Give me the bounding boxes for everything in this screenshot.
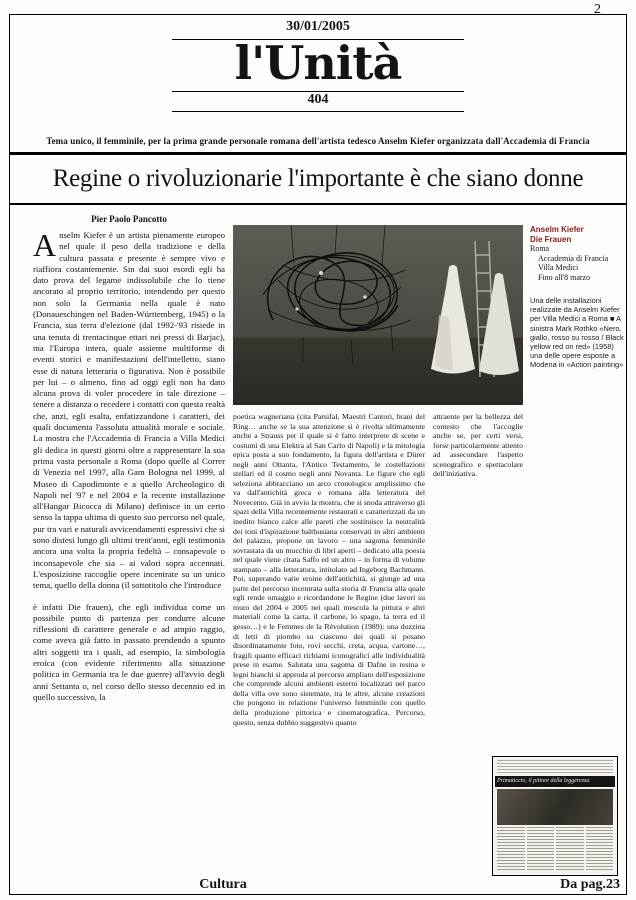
thumbnail-photo: [497, 789, 613, 825]
infobox-exhibition-title: Die Frauen: [530, 234, 572, 244]
exhibition-infobox: [530, 225, 628, 370]
article-headline: Regine o rivoluzionarie l'importante è che siano donne: [52, 165, 584, 192]
thumbnail-text-columns: [497, 827, 613, 871]
article-paragraph-3: poetica wagneriana (cita Parsifal, Maestri Cantori, brani del Ring… anche se la sua attenzione si è rivolta ultimamente anche a Strauss per il quale si è fatto interprete di scene e costumi di una Elektra al San Carlo di Napoli) e la mitologia epica posta a suo fondamento, la figura dell'artista e Dürer negli anni Ottanta, l'Antico Testamento, le costellazioni stellari ed il cosmo negli anni Novanta. Le figure che egli seleziona abbracciano un arco cronologico amplissimo che va dall'antichità greca e romana alla letteratura del Novecento. Già in avvio la mostra, che si snoda attraverso gli spazi della Villa recentemente restaurati e caratterizzati da un inedito bianco calce alle pareti che sostituisce la neutralità dei toni d'ispirazione balthusiana conservati in altri ambienti del palazzo, propone un lavoro – una sagoma femminile sovrastata da un mucchio di libri aperti – dedicato alla poesia nel quale viene citata Saffo ed un altro – in forma di volume stampato – alla letteratura, intitolato ad Ingeborg Bachmann. Poi, superando varie eroine dell'antichità, si giunge ad una parte del percorso incentrata sulla storia di Francia alla quale egli rende omaggio e ricordandone le Regine (due lavori su muro del 2004 e 2005 nei quali mescola la pittura e altri materiali come la carta, il carbone, lo spago, la terra ed il gesso…) e le Femmes de la Révolution (1989): una dozzina di letti di piombo su ciascuno dei quali si posano disordinatamente foto, rovi secchi, creta, acqua, cartone…, fragili quanto efficaci richiami iconografici alle individualità prese in esame. Salutata una sagoma di Dafne in resina e legni bianchi si approda al percorso ampliato dell'esposizione che comprende alcuni ambienti esterni localizzati nel parco della villa ove sono sistemate, tra le altre, alcune creazioni che pongono in relazione l'universo femminile con quello della produzione pittorica e cinematografica. Percorso, questo, senza dubbio suggestivo quanto: [233, 412, 425, 727]
page-number: 2: [594, 2, 601, 17]
thumbnail-text-column: [556, 827, 584, 871]
pin-dot: [295, 307, 298, 310]
masthead-date: 30/01/2005: [286, 19, 350, 34]
infobox-artist-name: Anselm Kiefer: [530, 225, 584, 234]
source-page-label: Da pag.23: [560, 877, 620, 892]
photo-caption: Una delle installazioni realizzate da Anselm Kiefer per Villa Medici a Roma ■ A sinistra Mark Rothko «Nero, giallo, rosso su rosso / Black yellow red on red» (1958) una delle opere esposte a Modena in «Action painting»: [530, 296, 624, 370]
thumbnail-header-lines: [497, 760, 613, 774]
infobox-dates: Fino all'8 marzo: [538, 272, 591, 282]
infobox-city: Roma: [530, 244, 550, 253]
article-photo: [233, 225, 523, 405]
article-column-1: [33, 227, 225, 703]
article-paragraph-1: [33, 227, 225, 592]
thumbnail-text-column: [527, 827, 555, 871]
thumbnail-text-column: [497, 827, 525, 871]
masthead-rule-bottom: [172, 111, 464, 112]
related-page-thumbnail: [492, 756, 618, 876]
headline-box: [10, 152, 626, 205]
thumbnail-text-column: [586, 827, 614, 871]
installation-photo-graphic: [233, 225, 523, 405]
section-label: Cultura: [199, 877, 247, 892]
infobox-venue-1: Accademia di Francia: [538, 253, 609, 263]
masthead-issue-number: 404: [307, 92, 329, 107]
article-byline: Pier Paolo Pancotto: [91, 214, 167, 224]
article-paragraph-4: attraente per la bellezza del contesto che l'accoglie anche se, per certi versi, forse particolarmente attento ad assecondare l'aspetto scenografico e spettacolare dell'iniziativa.: [433, 412, 523, 479]
infobox-venue-2: Villa Medici: [538, 263, 579, 272]
pin-dot: [363, 295, 367, 299]
article-column-3: [433, 412, 523, 479]
thumbnail-headline-band: Primaticcio, il pittore della leggerezza: [495, 776, 615, 787]
paragraph-1-text: nselm Kiefer è un artista pienamente europeo nel quale il peso della tradizione e della cultura passata e presente è sempre vivo e riaffiora costantemente. Sin dai suoi esordi egli ha dato prova del legame indissolubile che lo tiene ancorato al proprio territorio, intendendo per questo non solo la Germania nella quale è nato (Donaueschingen nel Baden-Württemberg, 1945) o la Francia, sua terra d'elezione (dal 1992-'93 risiede in una tenuta di trentacinque ettari nei pressi di Barjac), ma l'Europa intera, quale assieme multiforme di eventi storici e manifestazioni dell'intelletto, siano esse di natura letteraria o figurativa. Non è possibile per lui – o almeno, fino ad oggi egli non ha dato alcuna prova di voler procedere in tale direzione – tenere a distanza o recedere i contatti con questa realtà che, anzi, egli esalta, enfatizzandone i caratteri, dei quali documenta l'assoluta attualità morale e sociale. La mostra che l'Accademia di Francia a Villa Medici gli dedica in questi giorni oltre a rappresentare la sua prima vasta personale a Roma (dopo quelle al Correr di Venezia nel 1997, alla Gam Bologna nel 1999, al Museo di Capodimonte e a quello Archeologico di Napoli nel '97 e nel 2004 e la recente installazione all'Hangar Bicocca di Milano) definisce in un certo senso la tappa ultima di questo suo percorso nel quale, pur tra vari e naturali avvicendamenti espressivi che si sono distesi lungo gli ultimi trent'anni, egli testimonia ancora una volta la propria fedeltà – consapevole o inconsapevole che sia – ai valori sopra accennati. L'esposizione raccoglie opere incentrate su un unico tema, quello della donna (il sottotitolo che l'introduce: [33, 230, 225, 591]
pin-dot: [319, 271, 323, 275]
masthead-logo: l'Unità: [234, 36, 402, 90]
dropcap: A: [33, 227, 57, 263]
article-paragraph-2: è infatti Die frauen), che egli individua come un possibile punto di partenza per condurre alcune riflessioni di carattere generale e ad ampio raggio, come aveva già fatto in passato prendendo a spunto altri soggetti tra i quali, ad esempio, la simbologia eroica (con evidente riferimento alla situazione politica in Germania tra le due guerre) all'avvio degli anni Settanta o, nel corso dello stesso decennio ed in quello successivo, la: [33, 601, 225, 702]
article-kicker: Tema unico, il femminile, per la prima grande personale romana dell'artista tedesco Anselm Kiefer organizzata dall'Accademia di Francia: [46, 136, 590, 146]
article-column-2: [233, 412, 425, 891]
